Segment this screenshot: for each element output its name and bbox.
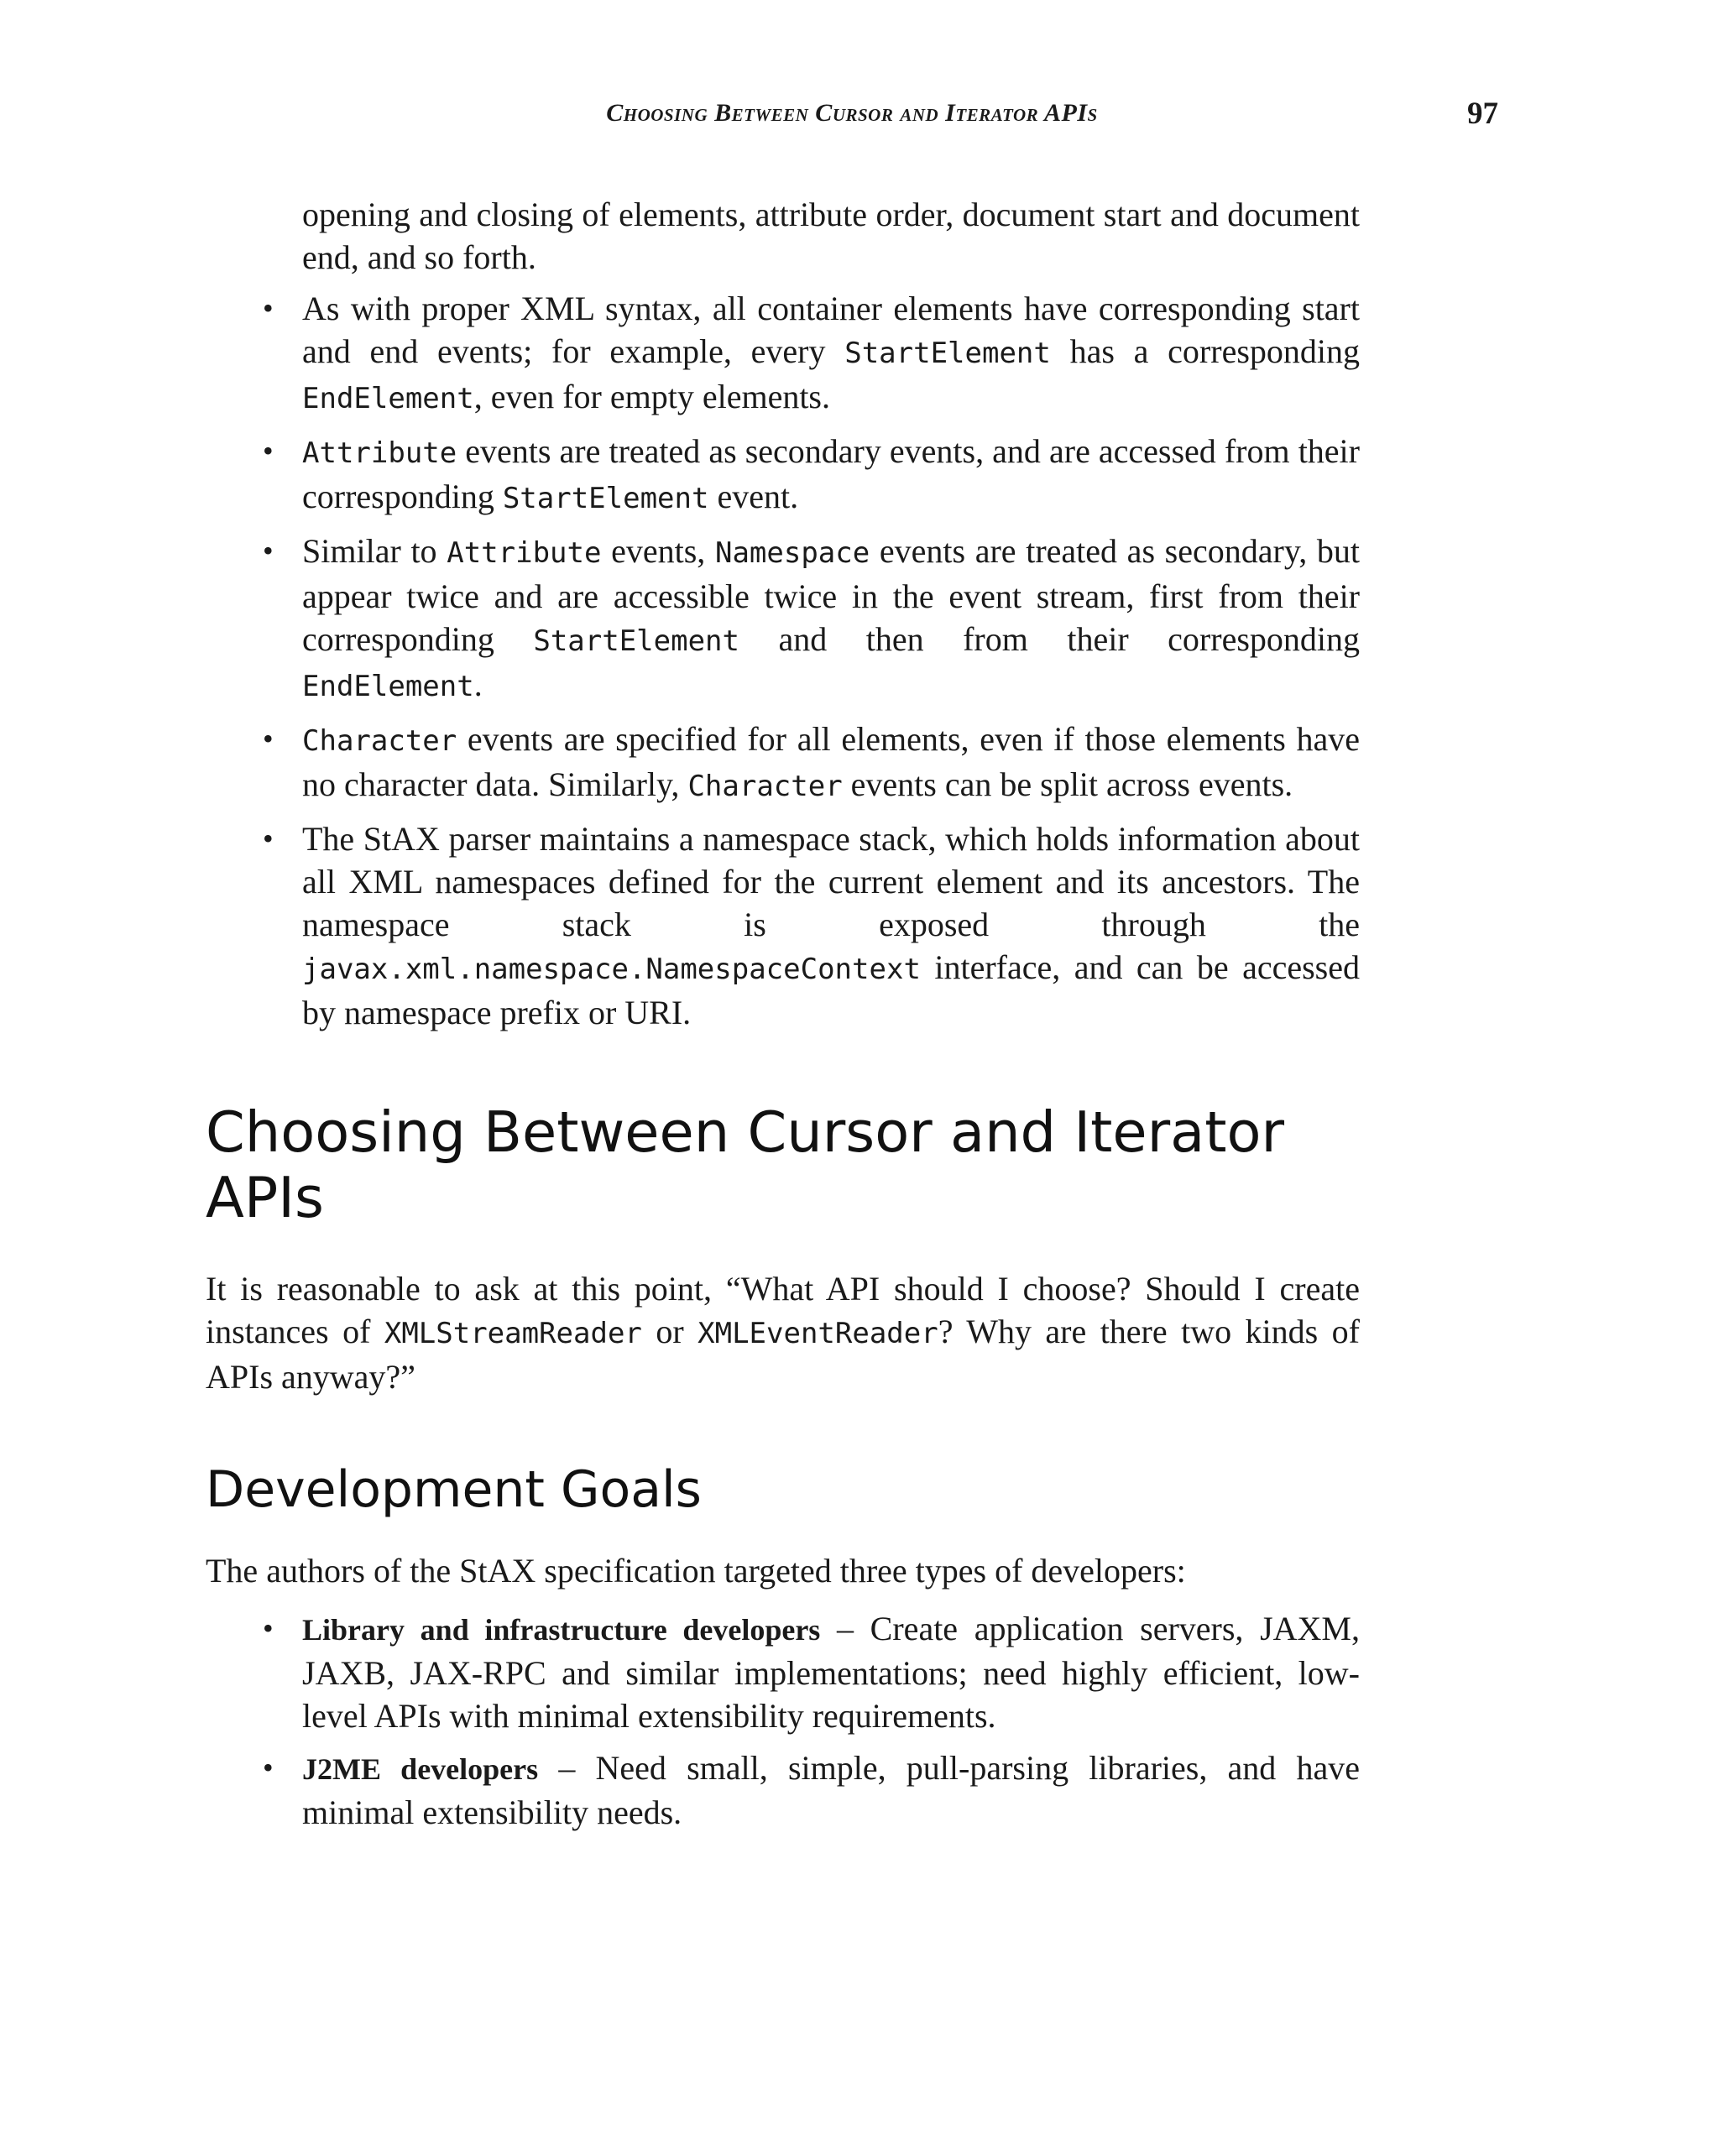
- text-run: or: [641, 1313, 698, 1350]
- developer-type-description: – Create application servers, JAXM, JAXB, JAX-RPC and similar implementations; need highly efficient, low-level APIs with minimal extensibility requirements.: [302, 1610, 1360, 1735]
- page-number: 97: [1467, 97, 1498, 131]
- list-item: [206, 1607, 1360, 1737]
- text-run: event.: [708, 478, 799, 515]
- text-run: As with proper XML syntax, all container elements have corresponding start and end events; for example, every: [302, 290, 1360, 370]
- developer-types-list: [206, 1607, 1360, 1834]
- top-bullet-list: [206, 287, 1360, 1034]
- text-run: The StAX parser maintains a namespace stack, which holds information about all XML namespaces defined for the current element and its ancestors. The namespace stack is exposed through the: [302, 820, 1360, 943]
- text-run: events,: [601, 532, 715, 570]
- list-item: [206, 287, 1360, 420]
- text-run: events can be split across events.: [842, 765, 1293, 803]
- text-run: , even for empty elements.: [473, 378, 830, 415]
- code-term: StartElement: [502, 482, 709, 515]
- bullet-glyph: •: [263, 822, 274, 855]
- continuation-paragraph: opening and closing of elements, attribute order, document start and document end, and so forth.: [302, 196, 1360, 276]
- bullet-glyph: •: [263, 1611, 274, 1645]
- code-term: Attribute: [447, 536, 602, 570]
- text-run: .: [473, 666, 483, 703]
- code-term: EndElement: [302, 670, 474, 703]
- list-item: [206, 718, 1360, 808]
- text-run: events are specified for all elements, even if those elements have no character data. Similarly,: [302, 720, 1360, 803]
- developer-type-term: J2ME developers: [302, 1752, 539, 1786]
- section-heading-development-goals: Development Goals: [206, 1460, 702, 1519]
- text-run: events are treated as secondary, but appear twice and are accessible twice in the event stream, first from their corresponding: [302, 532, 1360, 658]
- running-header: [206, 99, 1498, 141]
- code-term: Attribute: [302, 436, 457, 470]
- code-term: XMLEventReader: [698, 1317, 938, 1350]
- text-run: It is reasonable to ask at this point, “What API should I choose? Should I create instances of: [206, 1270, 1360, 1350]
- text-run: interface, and can be accessed by namespace prefix or URI.: [302, 948, 1360, 1031]
- code-term: Character: [302, 724, 457, 758]
- text-run: and then from their corresponding: [739, 620, 1361, 658]
- bullet-glyph: •: [263, 534, 274, 567]
- text-run: Similar to: [302, 532, 447, 570]
- developer-type-term: Library and infrastructure developers: [302, 1613, 821, 1647]
- text-run: has a corresponding: [1050, 332, 1361, 370]
- bullet-glyph: •: [263, 434, 274, 467]
- code-term: EndElement: [302, 382, 474, 415]
- bullet-glyph: •: [263, 722, 274, 755]
- code-term: XMLStreamReader: [384, 1317, 642, 1350]
- running-title: Choosing Between Cursor and Iterator APIs: [606, 99, 1098, 127]
- section2-intro: The authors of the StAX specification targeted three types of developers:: [206, 1552, 1186, 1590]
- developer-type-description: – Need small, simple, pull-parsing libraries, and have minimal extensibility needs.: [302, 1749, 1360, 1831]
- list-item: [206, 530, 1360, 708]
- text-run: events are treated as secondary events, and are accessed from their corresponding: [302, 432, 1360, 515]
- bullet-glyph: •: [263, 291, 274, 325]
- bullet-glyph: •: [263, 1751, 274, 1784]
- body-column: [206, 193, 1360, 1843]
- list-item: [206, 817, 1360, 1034]
- code-term: StartElement: [533, 624, 739, 658]
- section1-paragraph: [206, 1267, 1360, 1398]
- text-run: ? Why are there two kinds of APIs anyway?”: [206, 1313, 1360, 1396]
- code-term: Namespace: [714, 536, 870, 570]
- list-item: [206, 1746, 1360, 1834]
- list-item: [206, 430, 1360, 520]
- code-term: javax.xml.namespace.NamespaceContext: [302, 953, 921, 986]
- code-term: StartElement: [844, 337, 1051, 370]
- code-term: Character: [687, 770, 843, 803]
- section-heading-cursor-iterator: Choosing Between Cursor and Iterator APIs: [206, 1099, 1285, 1230]
